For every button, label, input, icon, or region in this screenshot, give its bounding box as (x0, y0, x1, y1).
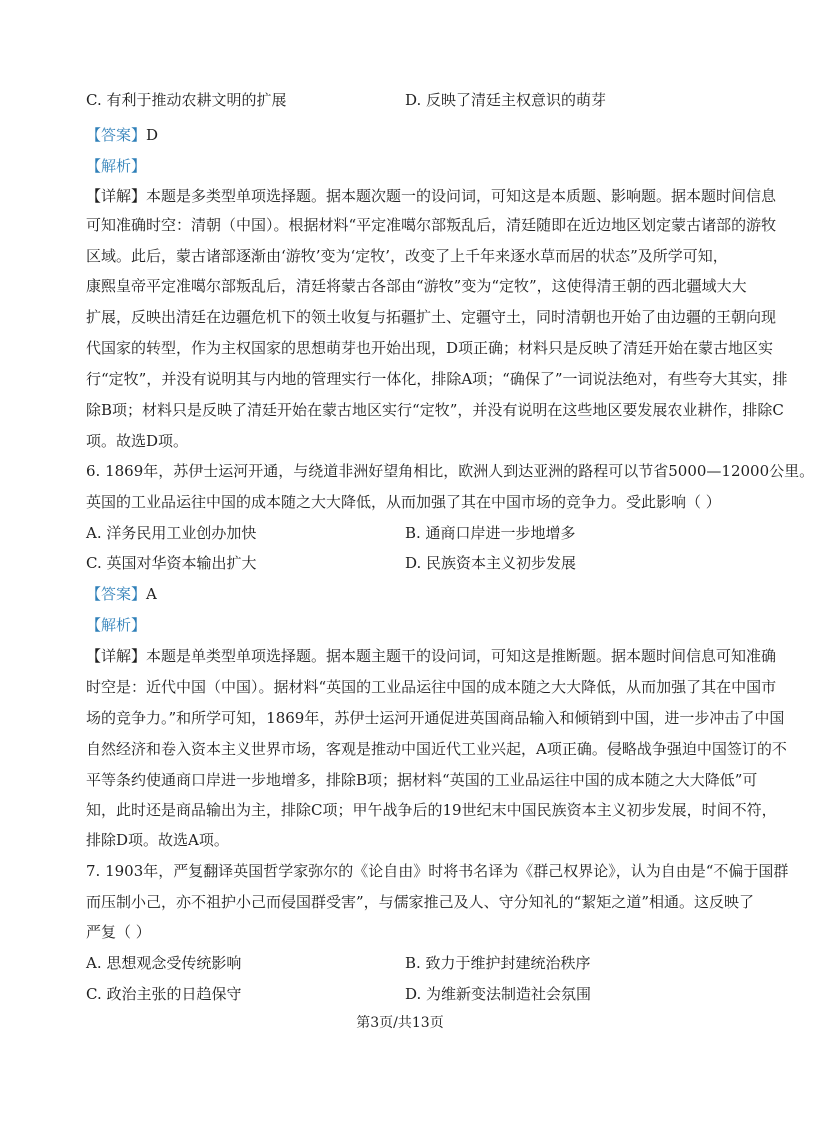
q6-detail-line: 排除D项。故选A项。 (86, 831, 229, 849)
q5-detail-line (86, 186, 777, 206)
answer-value: A (146, 585, 157, 603)
q7-stem-line: 严复（ ） (86, 923, 151, 941)
detail-tag: 【详解】 (86, 647, 147, 665)
q6-detail-line: 平等条约使通商口岸进一步地增多，排除B项；据材料“英国的工业品运往中国的成本随之大大降低”可 (86, 771, 758, 789)
q6-option-a: A. 洋务民用工业创办加快 (86, 524, 257, 542)
detail-tag: 【详解】 (86, 187, 147, 205)
q5-analysis-tag (86, 156, 732, 176)
q6-option-b: B. 通商口岸进一步地增多 (405, 524, 576, 542)
analysis-tag: 【解析】 (86, 157, 147, 175)
q6-option-d: D. 民族资本主义初步发展 (405, 554, 577, 572)
detail-text: 本题是单类型单项选择题。据本题主题干的设问词，可知这是推断题。据本题时间信息可知准确 (146, 647, 777, 665)
q5-option-c: C. 有利于推动农耕文明的扩展 (86, 91, 287, 109)
q7-option-c: C. 政治主张的日趋保守 (86, 985, 242, 1003)
detail-text: 本题是多类型单项选择题。据本题次题一的设问词，可知这是本质题、影响题。据本题时间信息 (146, 187, 777, 205)
q5-detail-line: 扩展，反映出清廷在边疆危机下的领土收复与拓疆扩土、定疆守土，同时清朝也开始了由边疆的王朝向现 (86, 308, 777, 326)
q5-detail-line: 行“定牧”，并没有说明其与内地的管理实行一体化，排除A项；“确保了”一词说法绝对，有些夸大其实，排 (86, 370, 788, 388)
q6-detail-line (86, 646, 777, 666)
q5-detail-line: 代国家的转型，作为主权国家的思想萌芽也开始出现，D项正确；材料只是反映了清廷开始在蒙古地区实 (86, 339, 774, 357)
answer-tag: 【答案】 (86, 126, 147, 144)
q6-answer-line (86, 584, 732, 604)
q5-detail-line: 除B项；材料只是反映了清廷开始在蒙古地区实行“定牧”，并没有说明在这些地区要发展农业耕作，排除C (86, 401, 784, 419)
q6-analysis-tag (86, 615, 732, 635)
answer-value: D (146, 126, 159, 144)
q6-stem-line: 6. 1869年，苏伊士运河开通，与绕道非洲好望角相比，欧洲人到达亚洲的路程可以节省5000—12000公里。 (86, 462, 814, 480)
q6-option-c: C. 英国对华资本输出扩大 (86, 554, 257, 572)
q5-option-d: D. 反映了清廷主权意识的萌芽 (405, 91, 607, 109)
page-number: 第3页/共13页 (356, 1015, 444, 1031)
q7-option-d: D. 为维新变法制造社会氛围 (405, 985, 592, 1003)
q7-stem-line: 而压制小己，亦不祖护小己而侵国群受害”，与儒家推己及人、守分知礼的“絜矩之道”相通。这反映了 (86, 893, 755, 911)
q7-option-b: B. 致力于维护封建统治秩序 (405, 954, 591, 972)
q6-detail-line: 场的竞争力。”和所学可知，1869年，苏伊士运河开通促进英国商品输入和倾销到中国，进一步冲击了中国 (86, 709, 785, 727)
q7-stem-line: 7. 1903年，严复翻译英国哲学家弥尔的《论自由》时将书名译为《群己权界论》，认为自由是“不偏于国群 (86, 862, 789, 880)
q5-detail-line: 康熙皇帝平定准噶尔部叛乱后，清廷将蒙古各部由“游牧”变为“定牧”，这使得清王朝的西北疆域大大 (86, 277, 747, 295)
q7-option-a: A. 思想观念受传统影响 (86, 954, 242, 972)
q5-detail-line: 可知准确时空：清朝（中国）。根据材料“平定准噶尔部叛乱后，清廷随即在近边地区划定蒙古诸部的游牧 (86, 216, 777, 234)
answer-tag: 【答案】 (86, 585, 147, 603)
q6-detail-line: 时空是：近代中国（中国）。据材料“英国的工业品运往中国的成本随之大大降低，从而加强了其在中国市 (86, 678, 777, 696)
q6-detail-line: 自然经济和卷入资本主义世界市场，客观是推动中国近代工业兴起，A项正确。侵略战争强迫中国签订的不 (86, 740, 787, 758)
q6-stem-line: 英国的工业品运往中国的成本随之大大降低，从而加强了其在中国市场的竞争力。受此影响（ ） (86, 493, 721, 511)
q5-detail-line: 区域。此后，蒙古诸部逐渐由‘游牧’变为‘定牧’，改变了上千年来逐水草而居的状态”及所学可知， (86, 247, 728, 265)
q5-answer-line (86, 125, 732, 145)
q5-detail-line: 项。故选D项。 (86, 432, 189, 450)
q6-detail-line: 知，此时还是商品输出为主，排除C项；甲午战争后的19世纪末中国民族资本主义初步发展，时间不符， (86, 801, 777, 819)
analysis-tag: 【解析】 (86, 616, 147, 634)
